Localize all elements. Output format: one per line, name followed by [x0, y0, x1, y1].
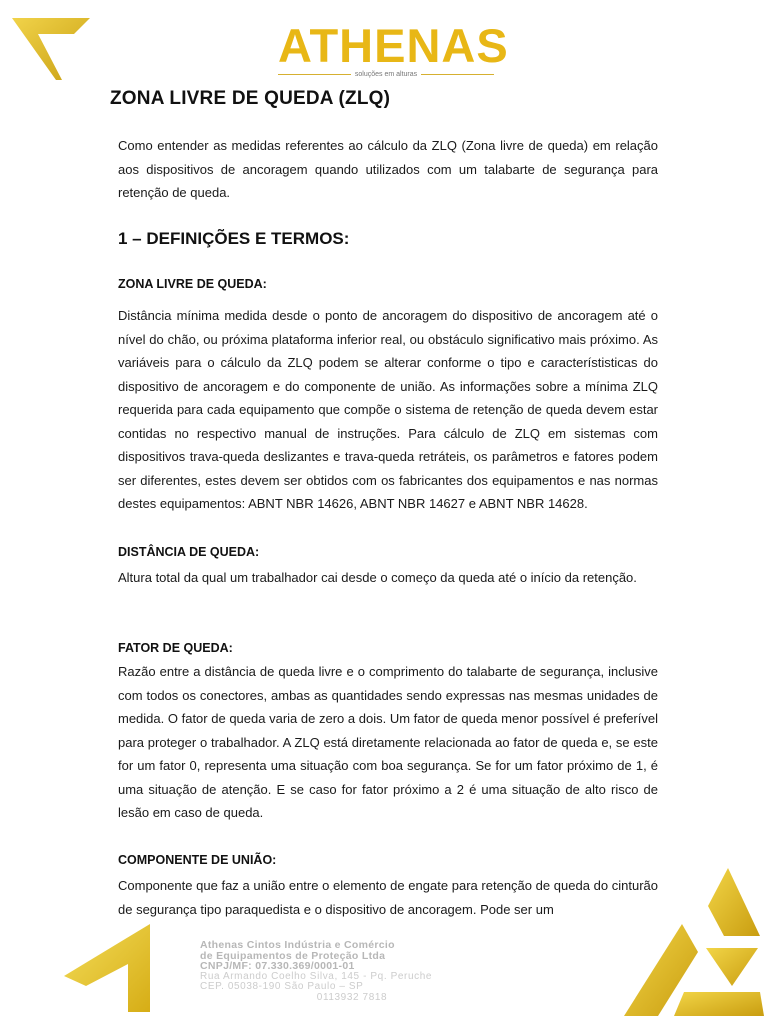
gold-triangle-logo-icon: [624, 868, 764, 1018]
footer-phone: 0113932 7818: [316, 991, 388, 1003]
term-definition: Componente que faz a união entre o elemento de engate para retenção de queda do cinturão de segurança tipo paraquedista e o dispositivo de ancoragem. Pode ser um: [118, 878, 658, 917]
footer-cnpj: CNPJ/MF: 07.330.369/0001-01: [200, 960, 355, 972]
brand-tagline: soluções em alturas: [354, 71, 418, 78]
footer-address: Rua Armando Coelho Silva, 145 - Pq. Peruche: [200, 970, 433, 982]
gold-chevron-icon: [12, 16, 92, 82]
brand-name: ATHENAS: [278, 19, 509, 72]
footer-company-info: [200, 940, 504, 1003]
intro-paragraph: Como entender as medidas referentes ao cálculo da ZLQ (Zona livre de queda) em relação aos dispositivos de ancoragem quando utilizados com um talabarte de segurança para retenção de queda.: [118, 138, 658, 200]
term-definition: Razão entre a distância de queda livre e o comprimento do talabarte de segurança, inclusive com todos os conectores, ambas as quantidades sendo expressas nas mesmas unidades de medida. O fator de queda varia de zero a dois. Um fator de queda menor possível é preferível para proteger o trabalhador. A ZLQ está diretamente relacionada ao fator de queda e, se este for um fator 0, representa uma situação com boa segurança. Se for um fator próximo de 1, é uma situação de atenção. E se caso for fator próximo a 2 é uma situação de alto risco de lesão em caso de queda.: [118, 664, 658, 820]
term-heading: DISTÂNCIA DE QUEDA:: [118, 545, 260, 559]
term-definition: Altura total da qual um trabalhador cai desde o começo da queda até o início da retenção.: [118, 570, 637, 585]
brand-tagline-row: [278, 71, 494, 78]
section-title: 1 – DEFINIÇÕES E TERMOS:: [118, 229, 350, 248]
footer-company-line1: Athenas Cintos Indústria e Comércio: [200, 939, 395, 951]
term-heading: ZONA LIVRE DE QUEDA:: [118, 277, 267, 291]
term-heading: COMPONENTE DE UNIÃO:: [118, 853, 277, 867]
footer-company-line2: de Equipamentos de Proteção Ltda: [200, 949, 386, 962]
document-title: ZONA LIVRE DE QUEDA (ZLQ): [110, 88, 391, 109]
term-heading: FATOR DE QUEDA:: [118, 641, 233, 655]
brand-logo: [278, 19, 509, 78]
footer-cep: CEP. 05038-190 São Paulo – SP: [200, 981, 364, 992]
gold-chevron-icon: [64, 922, 154, 1014]
term-definition: Distância mínima medida desde o ponto de ancoragem do dispositivo de ancoragem até o nível do chão, ou próxima plataforma inferior real, ou obstáculo significativo mais próximo. As variáveis para o cálculo da ZLQ podem se alterar conforme o tipo e característisticas do dispositivo de ancoragem e do componente de união. As informações sobre a mínima ZLQ requerida para cada equipamento que compõe o sistema de retenção de queda devem estar contidas no respectivo manual de instruções. Para cálculo de ZLQ em sistemas com dispositivos trava-queda deslizantes e trava-queda retráteis, os parâmetros e fatores podem ser diferentes, estes devem ser obtidos com os fabricantes dos equipamentos e nas normas destes equipamentos: ABNT NBR 14626, ABNT NBR 14627 e ABNT NBR 14628.: [118, 308, 658, 511]
